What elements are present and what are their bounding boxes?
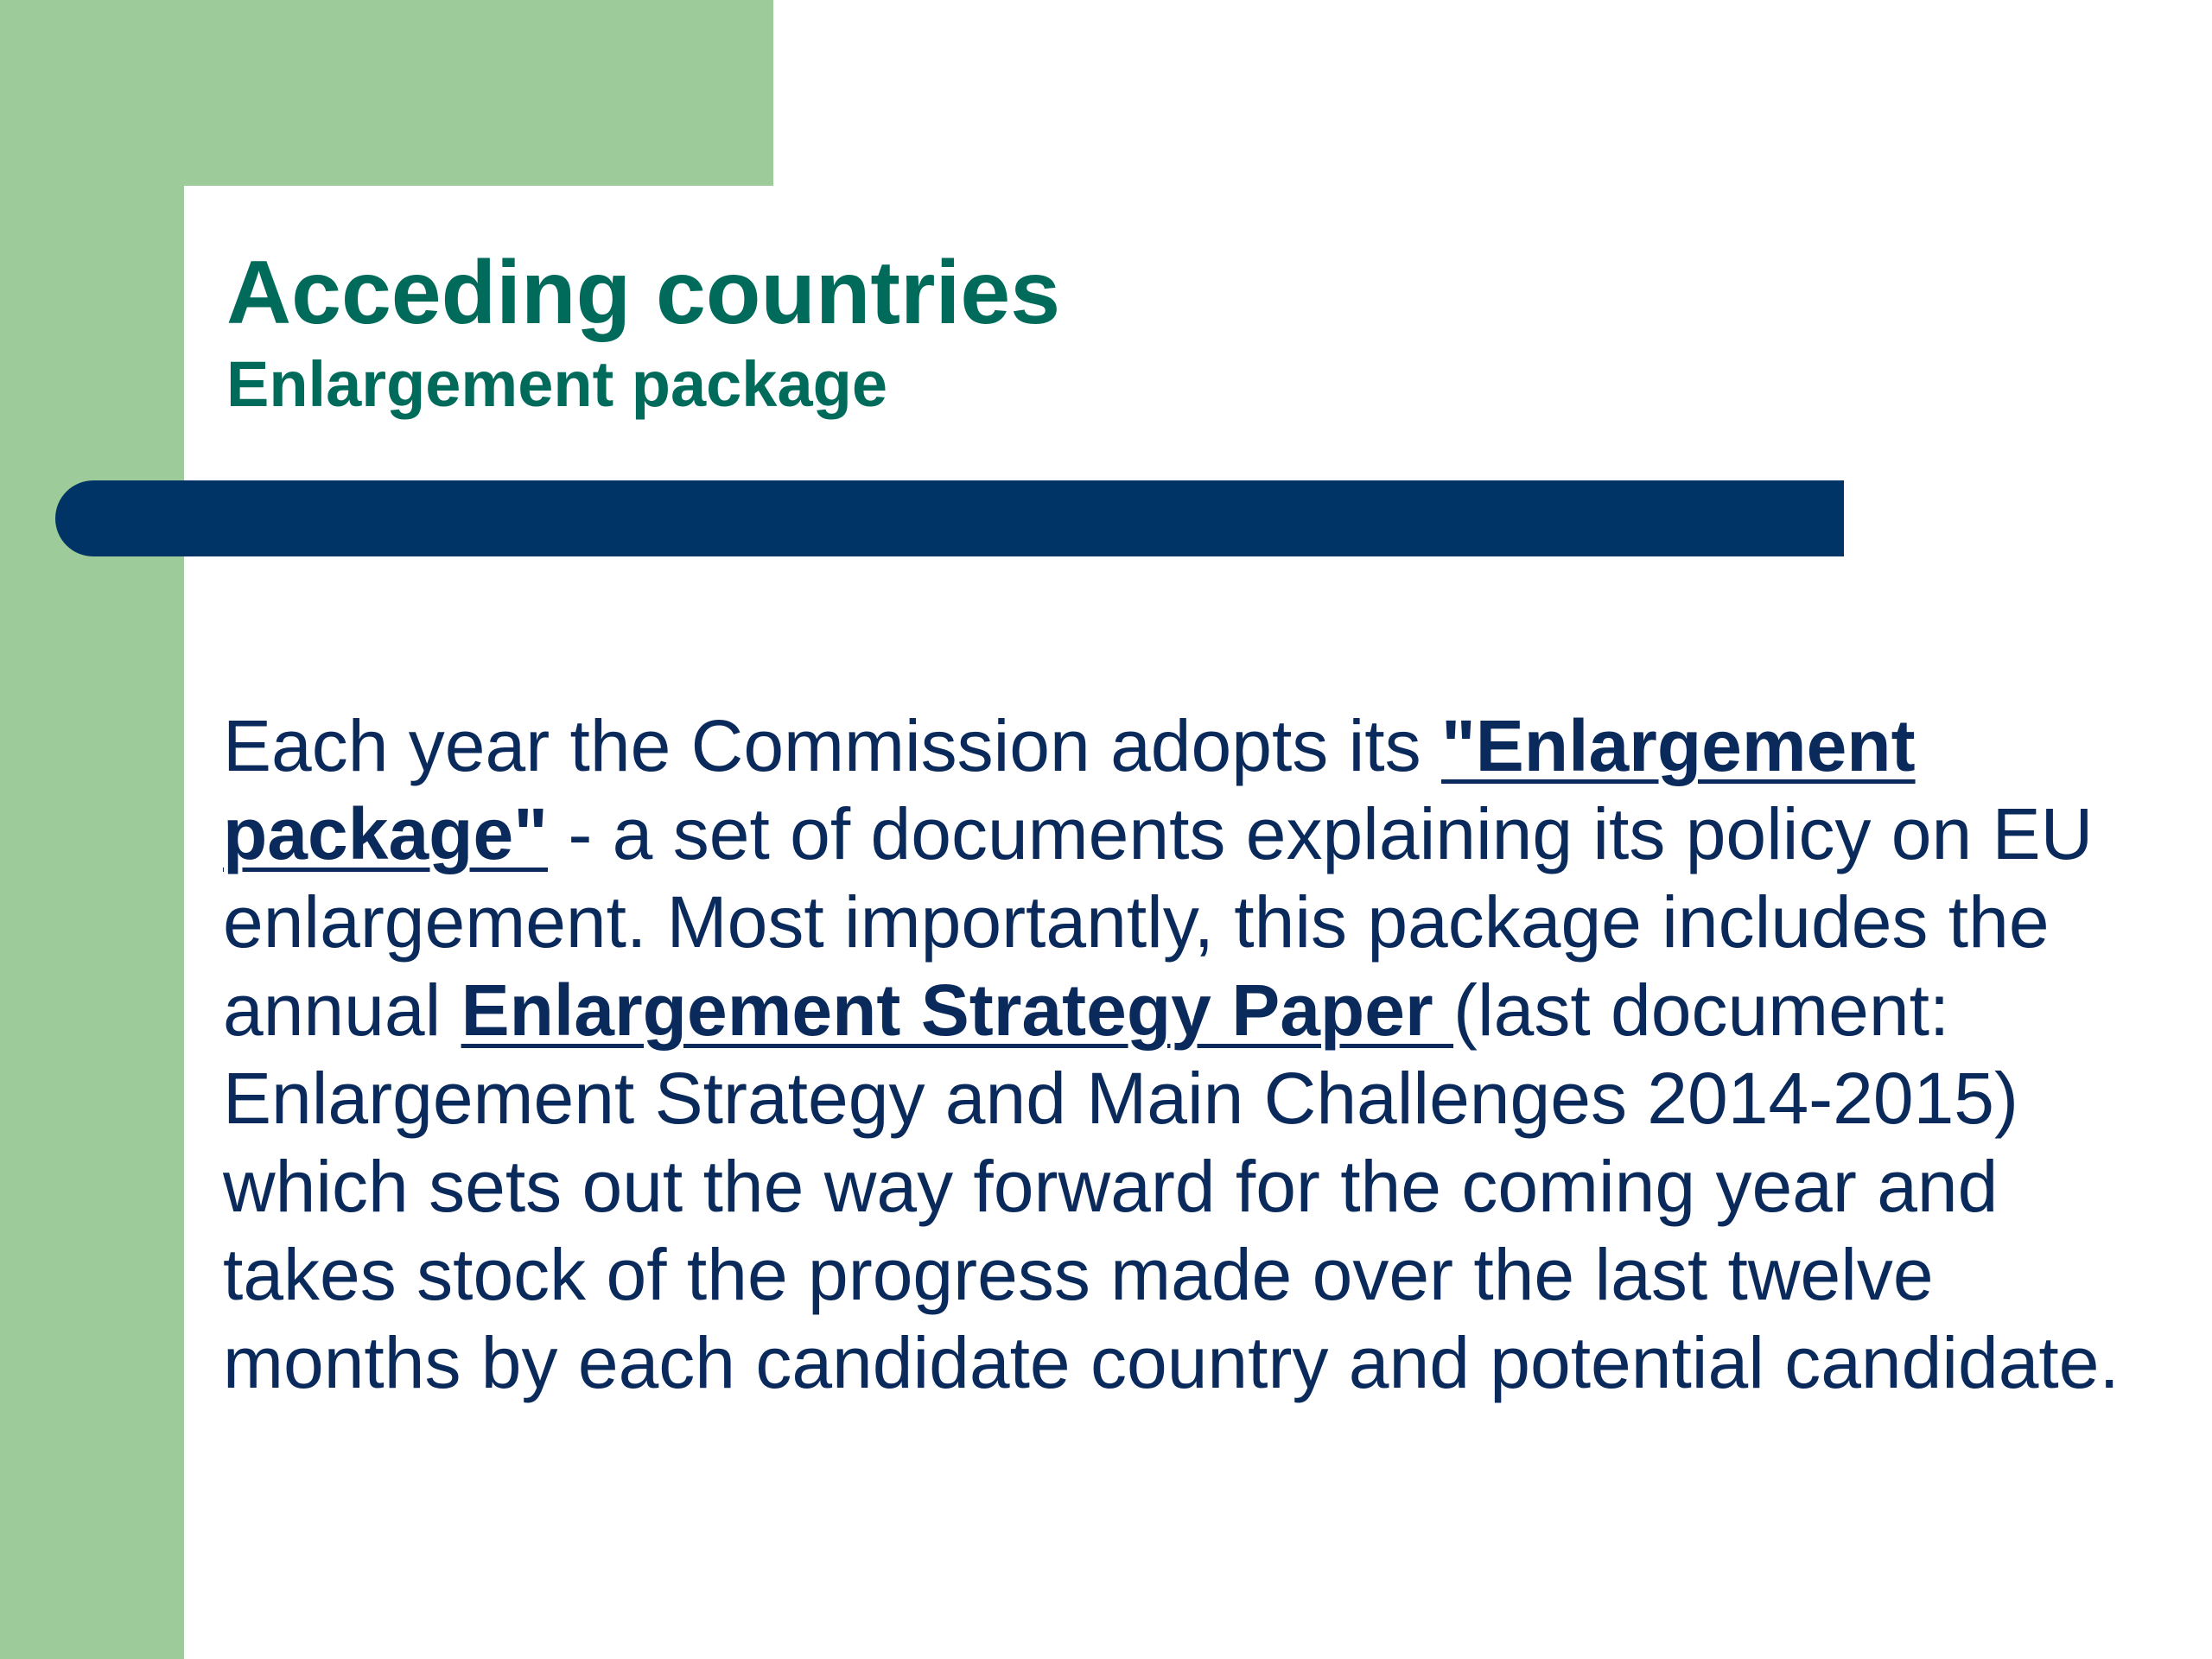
enlargement-strategy-paper-link[interactable]: Enlargement Strategy Paper (461, 969, 1453, 1051)
green-side-column (0, 0, 184, 1659)
body-paragraph (223, 702, 2158, 1407)
enlargement-package-link[interactable]: "Enlargement package" (223, 705, 1916, 874)
slide-title: Acceding countries (226, 243, 1061, 343)
body-text-part-2: - a set of documents explaining its policy on EU enlargement. Most importantly, this package includes the annual (223, 793, 2094, 1051)
slide-subtitle: Enlargement package (226, 348, 887, 420)
body-text-part-1: Each year the Commission adopts its (223, 705, 1441, 786)
title-divider-bar (55, 480, 1844, 556)
body-text-part-3: (last document: Enlargement Strategy and Main Challenges 2014-2015) which sets out the way forward for the coming year and takes stock of the progress made over the last twelve months by each candidate country and potential candidate. (223, 969, 2120, 1403)
